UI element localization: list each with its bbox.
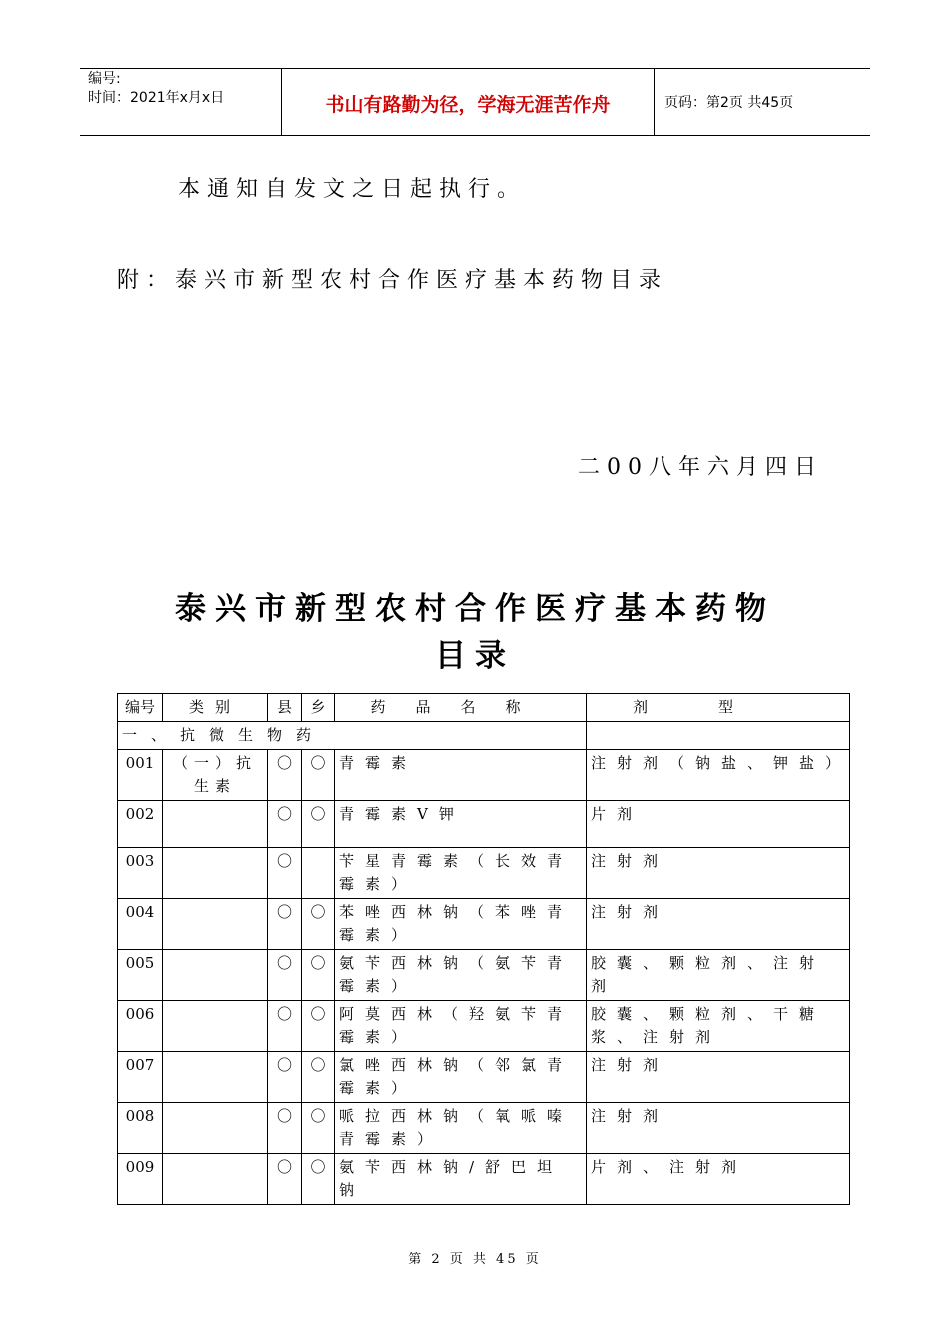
row-number: 005	[118, 950, 163, 1001]
row-number: 003	[118, 848, 163, 899]
row-category	[163, 848, 268, 899]
row-category	[163, 1052, 268, 1103]
header-county: 县	[268, 694, 302, 722]
row-township-mark	[302, 848, 335, 899]
table-row	[118, 848, 850, 899]
header-drug-name: 药品名称	[335, 694, 587, 722]
table-header-row	[118, 694, 850, 722]
row-dosage-form: 胶囊、颗粒剂、注射剂	[587, 950, 850, 1001]
header-dosage-form: 剂型	[587, 694, 850, 722]
row-township-mark: 〇	[302, 1103, 335, 1154]
row-number: 004	[118, 899, 163, 950]
header-top-rule	[80, 68, 870, 69]
table-row	[118, 1052, 850, 1103]
table-row	[118, 801, 850, 848]
row-drug-name: 青霉素V钾	[335, 801, 587, 848]
row-number: 002	[118, 801, 163, 848]
row-number: 001	[118, 750, 163, 801]
row-drug-name: 氨苄西林钠/舒巴坦钠	[335, 1154, 587, 1205]
row-township-mark: 〇	[302, 1001, 335, 1052]
table-row	[118, 950, 850, 1001]
row-dosage-form: 注射剂	[587, 1103, 850, 1154]
row-drug-name: 氨苄西林钠（氨苄青霉素）	[335, 950, 587, 1001]
attachment-text: 附：泰兴市新型农村合作医疗基本药物目录	[117, 268, 669, 293]
row-county-mark: 〇	[268, 1001, 302, 1052]
section-blank	[587, 722, 850, 750]
drug-catalog-table	[117, 693, 850, 1205]
issue-date: 二00八年六月四日	[578, 455, 823, 480]
row-drug-name: 阿莫西林（羟氨苄青霉素）	[335, 1001, 587, 1052]
row-number: 008	[118, 1103, 163, 1154]
header-number: 编号	[118, 694, 163, 722]
row-township-mark: 〇	[302, 750, 335, 801]
row-dosage-form: 注射剂	[587, 899, 850, 950]
row-drug-name: 青霉素	[335, 750, 587, 801]
row-dosage-form: 注射剂	[587, 1052, 850, 1103]
row-category	[163, 950, 268, 1001]
row-category	[163, 899, 268, 950]
table-row	[118, 1154, 850, 1205]
row-county-mark: 〇	[268, 899, 302, 950]
row-category	[163, 1001, 268, 1052]
header-meta	[88, 70, 224, 108]
row-dosage-form: 胶囊、颗粒剂、干糖浆、注射剂	[587, 1001, 850, 1052]
table-row	[118, 1001, 850, 1052]
document-title: 泰兴市新型农村合作医疗基本药物	[175, 591, 775, 627]
row-drug-name: 苄星青霉素（长效青霉素）	[335, 848, 587, 899]
row-county-mark: 〇	[268, 750, 302, 801]
row-number: 007	[118, 1052, 163, 1103]
row-dosage-form: 片剂、注射剂	[587, 1154, 850, 1205]
header-time: 时间：2021年x月x日	[88, 90, 225, 106]
header-divider	[654, 68, 655, 136]
header-page-info: 页码：第2页 共45页	[664, 95, 794, 111]
header-number: 编号:	[88, 71, 121, 87]
row-township-mark: 〇	[302, 1052, 335, 1103]
row-category	[163, 801, 268, 848]
row-dosage-form: 片剂	[587, 801, 850, 848]
row-county-mark: 〇	[268, 950, 302, 1001]
row-township-mark: 〇	[302, 899, 335, 950]
header-bottom-rule	[80, 135, 870, 136]
row-number: 006	[118, 1001, 163, 1052]
row-category	[163, 1154, 268, 1205]
row-county-mark: 〇	[268, 801, 302, 848]
row-county-mark: 〇	[268, 1154, 302, 1205]
row-township-mark: 〇	[302, 1154, 335, 1205]
notice-text: 本通知自发文之日起执行。	[178, 177, 527, 202]
row-dosage-form: 注射剂	[587, 848, 850, 899]
section-title: 一、抗微生物药	[118, 722, 587, 750]
row-drug-name: 哌拉西林钠（氧哌嗪青霉素）	[335, 1103, 587, 1154]
row-county-mark: 〇	[268, 1103, 302, 1154]
row-number: 009	[118, 1154, 163, 1205]
row-drug-name: 苯唑西林钠（苯唑青霉素）	[335, 899, 587, 950]
row-county-mark: 〇	[268, 1052, 302, 1103]
row-township-mark: 〇	[302, 950, 335, 1001]
header-category: 类别	[163, 694, 268, 722]
table-row	[118, 899, 850, 950]
row-county-mark: 〇	[268, 848, 302, 899]
section-row	[118, 722, 850, 750]
header-motto: 书山有路勤为径，学海无涯苦作舟	[325, 94, 611, 116]
table-row	[118, 1103, 850, 1154]
row-dosage-form: 注射剂（钠盐、钾盐）	[587, 750, 850, 801]
document-title-cont: 目录	[435, 638, 515, 674]
table-body	[118, 750, 850, 1205]
row-category	[163, 1103, 268, 1154]
header-township: 乡	[302, 694, 335, 722]
table-row	[118, 750, 850, 801]
row-category: （一）抗生素	[163, 750, 268, 801]
row-township-mark: 〇	[302, 801, 335, 848]
page-footer: 第 2 页 共 45 页	[408, 1252, 542, 1267]
row-drug-name: 氯唑西林钠（邻氯青霉素）	[335, 1052, 587, 1103]
